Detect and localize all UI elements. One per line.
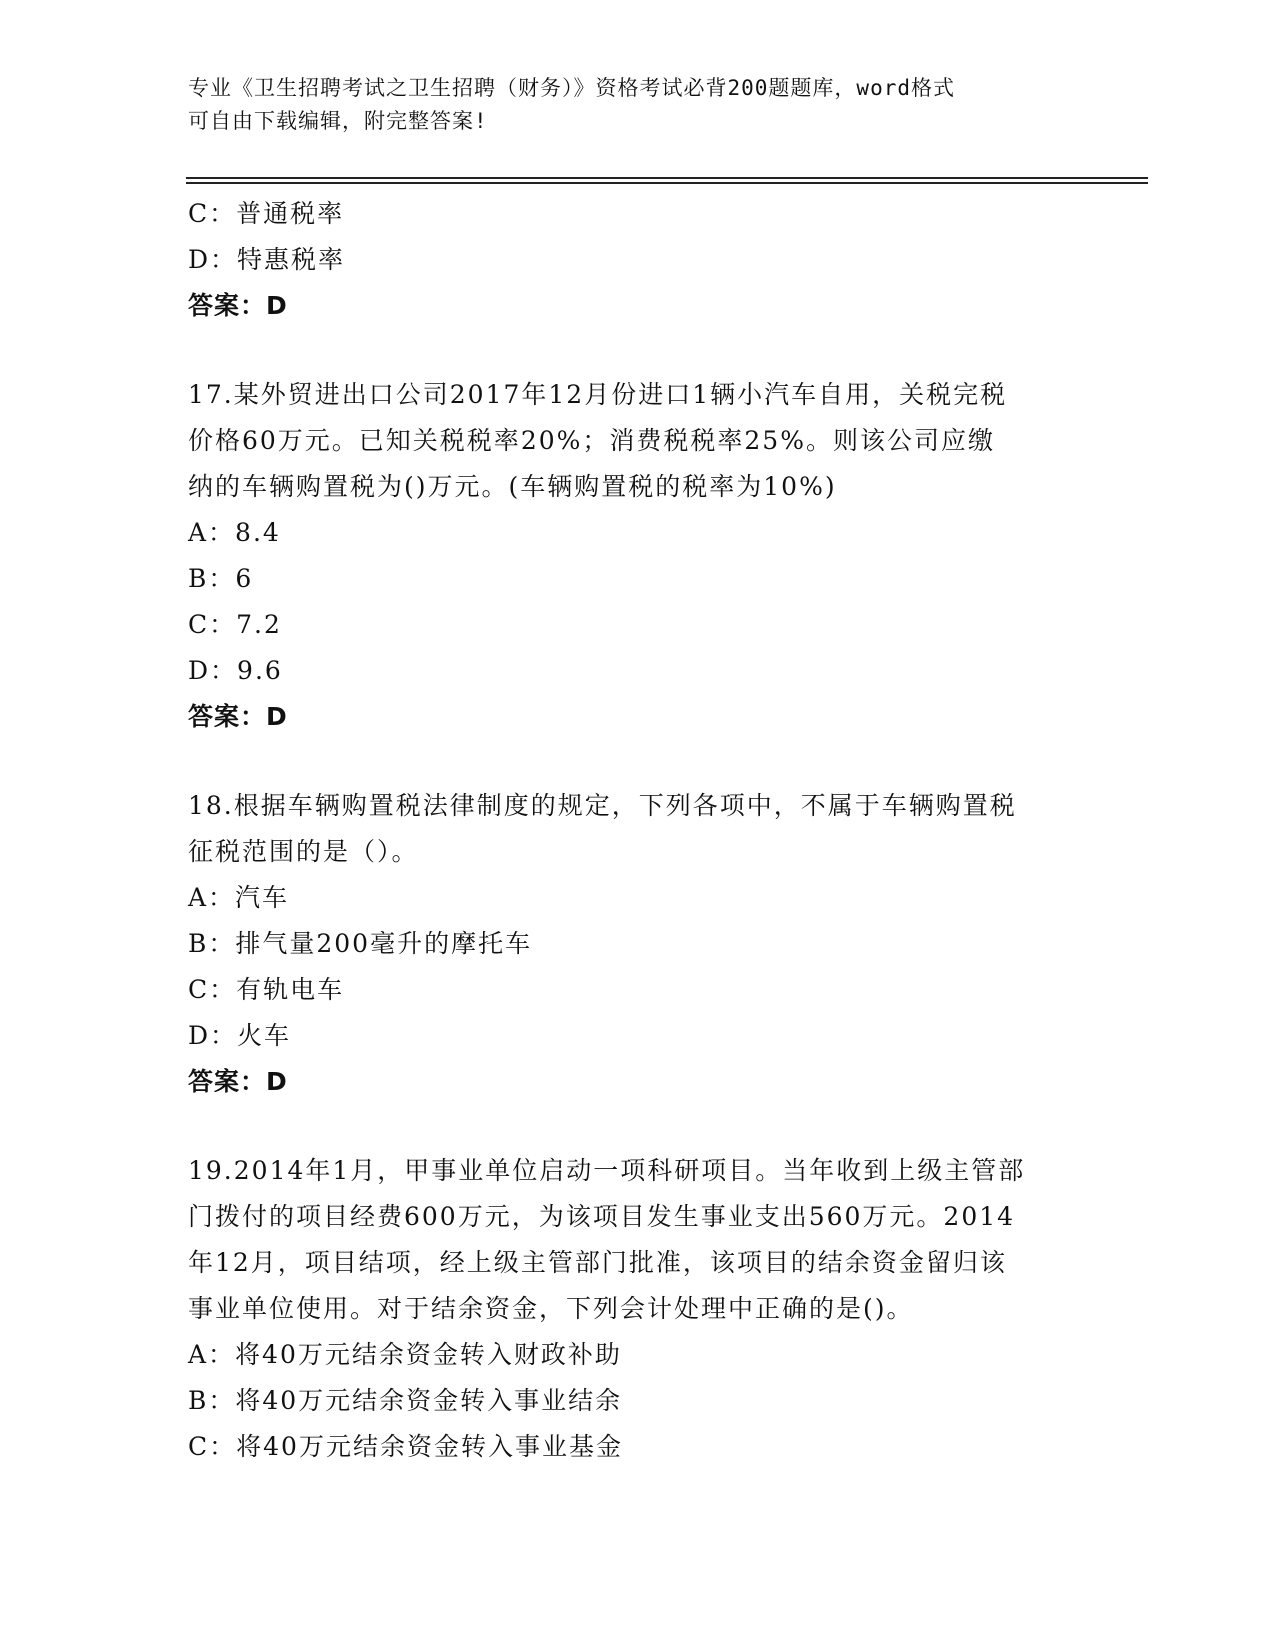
header-line-1: 专业《卫生招聘考试之卫生招聘（财务）》资格考试必背200题题库，word格式 [188, 76, 955, 100]
answer-line: 答案：D [188, 702, 288, 731]
question-16-continued [188, 191, 1088, 329]
question-stem-line: 价格60万元。已知关税税率20%；消费税税率25%。则该公司应缴 [188, 426, 995, 455]
option-c: C：将40万元结余资金转入事业基金 [188, 1432, 623, 1461]
option-b: B：排气量200毫升的摩托车 [188, 929, 533, 958]
header-divider-top [186, 177, 1148, 179]
question-19 [188, 1148, 1088, 1470]
spacer [188, 329, 1088, 372]
header-divider-bottom [186, 182, 1148, 184]
question-stem-line: 17.某外贸进出口公司2017年12月份进口1辆小汽车自用，关税完税 [188, 380, 1008, 409]
header-line-2: 可自由下载编辑，附完整答案! [188, 109, 488, 133]
spacer [188, 740, 1088, 783]
option-b: B：将40万元结余资金转入事业结余 [188, 1386, 623, 1415]
question-stem-line: 事业单位使用。对于结余资金，下列会计处理中正确的是()。 [188, 1294, 914, 1323]
question-stem-line: 年12月，项目结项，经上级主管部门批准，该项目的结余资金留归该 [188, 1248, 1007, 1277]
spacer [188, 1105, 1088, 1148]
option-c: C：普通税率 [188, 199, 345, 228]
question-stem-line: 18.根据车辆购置税法律制度的规定，下列各项中，不属于车辆购置税 [188, 791, 1017, 820]
option-a: A：汽车 [188, 883, 290, 912]
option-b: B：6 [188, 564, 254, 593]
question-stem-line: 纳的车辆购置税为()万元。(车辆购置税的税率为10%) [188, 472, 837, 501]
option-c: C：7.2 [188, 610, 282, 639]
option-d: D：9.6 [188, 656, 283, 685]
option-a: A：8.4 [188, 518, 281, 547]
option-d: D：特惠税率 [188, 245, 346, 274]
question-18 [188, 783, 1088, 1105]
question-stem-line: 征税范围的是（）。 [188, 837, 419, 866]
page-header [188, 72, 1088, 138]
answer-line: 答案：D [188, 1067, 288, 1096]
question-stem-line: 门拨付的项目经费600万元，为该项目发生事业支出560万元。2014 [188, 1202, 1016, 1231]
question-17 [188, 372, 1088, 740]
answer-line: 答案：D [188, 291, 288, 320]
option-a: A：将40万元结余资金转入财政补助 [188, 1340, 622, 1369]
option-d: D：火车 [188, 1021, 292, 1050]
question-stem-line: 19.2014年1月，甲事业单位启动一项科研项目。当年收到上级主管部 [188, 1156, 1026, 1185]
document-body [188, 191, 1088, 1470]
option-c: C：有轨电车 [188, 975, 345, 1004]
